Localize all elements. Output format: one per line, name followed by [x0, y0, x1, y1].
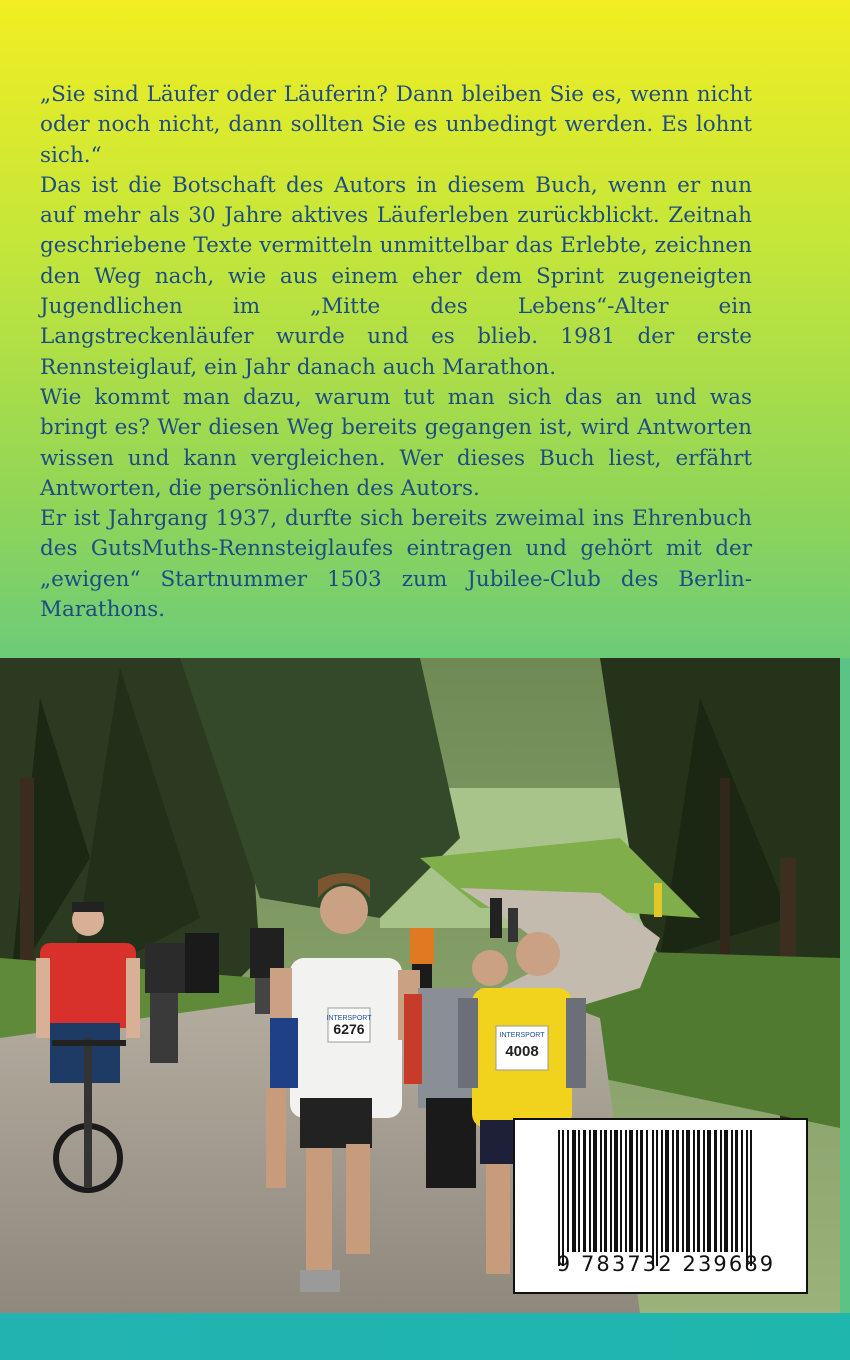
bib-number-white: 6276: [333, 1021, 365, 1037]
barcode: [513, 1118, 808, 1294]
bib-brand-yellow: INTERSPORT: [499, 1032, 545, 1039]
bottom-color-band: [0, 1313, 850, 1360]
back-cover-blurb: [40, 80, 752, 625]
bib-number-yellow: 4008: [505, 1043, 539, 1060]
photo-right-strip: [840, 658, 850, 1313]
blurb-paragraph-questions: Wie kommt man dazu, warum tut man sich das an und was bringt es? Wer diesen Weg bereits gegangen ist, wird Antworten wissen und kann vergleichen. Wer dieses Buch liest, erfährt Antworten, die persönlichen des Autors.: [40, 384, 752, 501]
blurb-quote: „Sie sind Läufer oder Läuferin? Dann bleiben Sie es, wenn nicht oder noch nicht, dann sollten Sie es unbedingt werden. Es lohnt sich.“: [40, 82, 752, 168]
bib-brand-white: INTERSPORT: [326, 1015, 372, 1022]
blurb-paragraph-author: Er ist Jahrgang 1937, durfte sich bereits zweimal ins Ehrenbuch des GutsMuths-Rennsteiglaufes eintragen und gehört mit der „ewigen“ Startnummer 1503 zum Jubilee-Club des Berlin-Marathons.: [40, 506, 752, 623]
blurb-paragraph-message: Das ist die Botschaft des Autors in diesem Buch, wenn er nun auf mehr als 30 Jahre aktives Läuferleben zurückblickt. Zeitnah geschriebene Texte vermitteln unmittelbar das Erlebte, zeichnen den Weg nach, wie aus einem eher dem Sprint zugeneigten Jugendlichen im „Mitte des Lebens“-Alter ein Langstreckenläufer wurde und es blieb. 1981 der erste Rennsteiglauf, ein Jahr danach auch Marathon.: [40, 172, 752, 380]
isbn-digits: 9 783732 239689: [556, 1252, 776, 1276]
